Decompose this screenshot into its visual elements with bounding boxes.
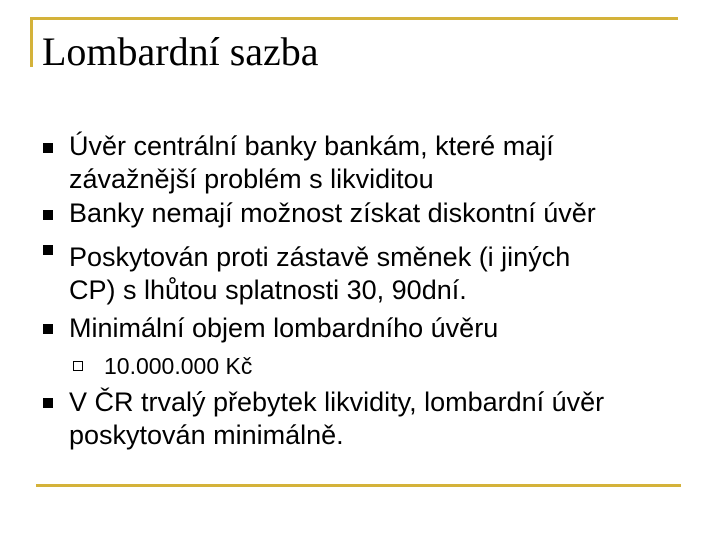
bullet-4-line-1: Minimální objem lombardního úvěru: [69, 313, 499, 343]
slide-title: Lombardní sazba: [42, 29, 319, 74]
bullet-2-line-1: Banky nemají možnost získat diskontní úvěr: [69, 198, 596, 228]
bullet-1-line-2: závažnější problém s likviditou: [69, 164, 434, 194]
bullet-square-icon: [43, 398, 53, 408]
bullet-3-line-1: Poskytován proti zástavě směnek (i jiných: [69, 242, 571, 272]
top-rule: [30, 17, 678, 20]
bottom-rule: [36, 484, 681, 487]
sub-bullet-text: 10.000.000 Kč: [104, 353, 253, 379]
hollow-square-bullet-icon: [73, 361, 83, 371]
bullet-5-line-2: poskytován minimálně.: [69, 420, 344, 450]
bullet-5-line-1: V ČR trvalý přebytek likvidity, lombardní úvěr: [69, 387, 605, 417]
bullet-square-icon: [43, 324, 53, 334]
bullet-1-line-1: Úvěr centrální banky bankám, které mají: [69, 131, 554, 161]
left-rule: [30, 17, 33, 67]
bullet-3-line-2: CP) s lhůtou splatnosti 30, 90dní.: [69, 275, 467, 305]
bullet-square-icon: [43, 143, 53, 153]
bullet-square-icon: [43, 245, 53, 255]
bullet-square-icon: [43, 210, 53, 220]
